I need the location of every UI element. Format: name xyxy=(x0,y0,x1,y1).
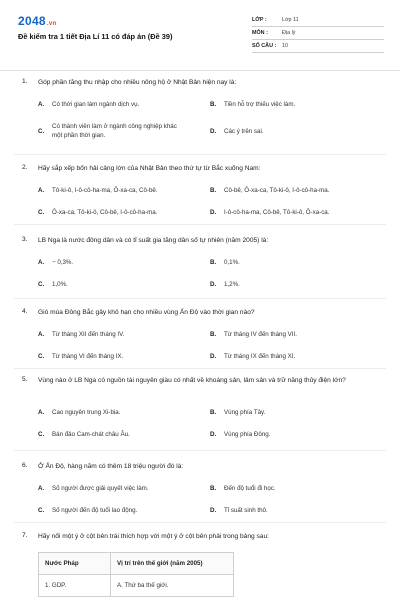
option-text: Vùng phía Đông. xyxy=(224,431,271,438)
option-text: 1,0%. xyxy=(52,281,68,288)
option-letter: B. xyxy=(210,485,217,492)
option-letter: D. xyxy=(210,507,217,514)
matching-table xyxy=(38,552,234,597)
meta-value: Lớp 11 xyxy=(282,17,299,23)
question-separator xyxy=(14,368,386,369)
option-letter: B. xyxy=(210,101,217,108)
option-letter: D. xyxy=(210,353,217,360)
option-text: Đến độ tuổi đi học. xyxy=(224,485,276,492)
option-letter: A. xyxy=(38,259,45,266)
question-text: LB Nga là nước đông dân và có tỉ suất gia tăng dân số tự nhiên (năm 2005) là: xyxy=(38,237,269,244)
question-text: Góp phần tăng thu nhập cho nhiều nông hộ ở Nhật Bản hiện nay là: xyxy=(38,79,237,86)
table-cell: 1. GDP. xyxy=(39,575,111,597)
table-cell: A. Thứ ba thế giới. xyxy=(111,575,234,597)
question-separator xyxy=(14,224,386,225)
option-letter: B. xyxy=(210,331,217,338)
meta-value: 10 xyxy=(282,43,288,49)
table-header: Nước Pháp xyxy=(39,553,111,575)
option-text: Tiền hỗ trợ thiếu việc làm. xyxy=(224,101,296,108)
question-text: Gió mùa Đông Bắc gây khô hạn cho nhiều vùng Ấn Độ vào thời gian nào? xyxy=(38,309,255,316)
option-text: Có thời gian làm ngành dịch vụ. xyxy=(52,101,140,108)
table-row xyxy=(39,575,234,597)
site-logo[interactable] xyxy=(18,14,56,28)
option-text: Cao nguyên trung Xi-bia. xyxy=(52,409,121,416)
option-letter: D. xyxy=(210,281,217,288)
option-text: Số người được giải quyết việc làm. xyxy=(52,485,149,492)
meta-label: SỐ CÂU : xyxy=(252,43,277,49)
document-title: Đề kiểm tra 1 tiết Địa Lí 11 có đáp án (Đề 39) xyxy=(18,32,173,41)
question-separator xyxy=(14,450,386,451)
header-divider xyxy=(0,70,400,71)
option-letter: B. xyxy=(210,259,217,266)
meta-label: MÔN : xyxy=(252,30,268,36)
question-number: 7. xyxy=(22,532,28,539)
option-text: Từ tháng XII đến tháng IV. xyxy=(52,331,125,338)
table-header-row xyxy=(39,553,234,575)
question-number: 5. xyxy=(22,376,28,383)
option-letter: C. xyxy=(38,209,45,216)
option-text: 0,1%. xyxy=(224,259,240,266)
option-text: Vùng phía Tây. xyxy=(224,409,266,416)
option-letter: C. xyxy=(38,507,45,514)
option-letter: C. xyxy=(38,128,45,135)
option-text: 1,2%. xyxy=(224,281,240,288)
question-separator xyxy=(14,522,386,523)
option-letter: A. xyxy=(38,101,45,108)
option-letter: C. xyxy=(38,431,45,438)
option-letter: D. xyxy=(210,209,217,216)
question-text: Hãy sắp xếp bốn hải cảng lớn của Nhật Bản theo thứ tự từ Bắc xuống Nam: xyxy=(38,165,261,172)
option-letter: A. xyxy=(38,485,45,492)
option-letter: A. xyxy=(38,409,45,416)
question-text: Ở Ấn Độ, hàng năm có thêm 18 triệu người đó là: xyxy=(38,463,184,470)
option-text: Tô-ki-ô, I-ô-cô-ha-ma, Ô-xa-ca, Cô-bê. xyxy=(52,187,158,194)
option-text: Từ tháng IX đến tháng XI. xyxy=(224,353,296,360)
question-separator xyxy=(14,298,386,299)
question-number: 1. xyxy=(22,78,28,85)
option-text: Từ tháng VI đến tháng IX. xyxy=(52,353,124,360)
table-header: Vị trí trên thế giới (năm 2005) xyxy=(111,553,234,575)
option-text: Số người đến độ tuổi lao động. xyxy=(52,507,138,514)
meta-value: Địa lý xyxy=(282,30,296,36)
option-text: Bán đảo Cam-chát châu Âu. xyxy=(52,431,130,438)
page-header xyxy=(0,0,400,64)
option-letter: D. xyxy=(210,128,217,135)
question-separator xyxy=(14,154,386,155)
logo-suffix: .vn xyxy=(46,21,57,27)
meta-row-class xyxy=(252,14,384,27)
option-letter: A. xyxy=(38,331,45,338)
meta-label: LỚP : xyxy=(252,17,267,23)
question-number: 6. xyxy=(22,462,28,469)
logo-text: 2048 xyxy=(18,14,46,28)
option-text: − 0,3%. xyxy=(52,259,74,266)
option-letter: C. xyxy=(38,353,45,360)
question-number: 3. xyxy=(22,236,28,243)
question-text: Hãy nối một ý ở cột bên trái thích hợp với một ý ở cột bên phải trong bảng sau: xyxy=(38,533,269,540)
meta-row-count xyxy=(252,40,384,53)
option-letter: B. xyxy=(210,409,217,416)
option-text: I-ô-cô-ha-ma, Cô-bê, Tô-ki-ô, Ô-xa-ca. xyxy=(224,209,330,216)
option-letter: C. xyxy=(38,281,45,288)
option-text: Từ tháng IV đến tháng VII. xyxy=(224,331,297,338)
option-text: Các ý trên sai. xyxy=(224,128,264,135)
question-number: 2. xyxy=(22,164,28,171)
option-text: Cô-bê, Ô-xa-ca, Tô-ki-ô, I-ô-cô-ha-ma. xyxy=(224,187,330,194)
option-text: Ô-xa-ca, Tô-ki-ô, Cô-bê, I-ô-cô-ha-ma. xyxy=(52,209,158,216)
option-letter: D. xyxy=(210,431,217,438)
question-text: Vùng nào ở LB Nga có nguồn tài nguyên giàu có nhất về khoáng sản, lâm sản và trữ năng thủy điện lớn? xyxy=(38,377,346,384)
option-letter: A. xyxy=(38,187,45,194)
option-letter: B. xyxy=(210,187,217,194)
meta-row-subject xyxy=(252,27,384,40)
question-number: 4. xyxy=(22,308,28,315)
meta-info xyxy=(252,14,384,53)
option-text: Có thành viên làm ở ngành công nghiệp khác một phần thời gian. xyxy=(52,123,177,139)
option-text: Tỉ suất sinh thô. xyxy=(224,507,268,514)
